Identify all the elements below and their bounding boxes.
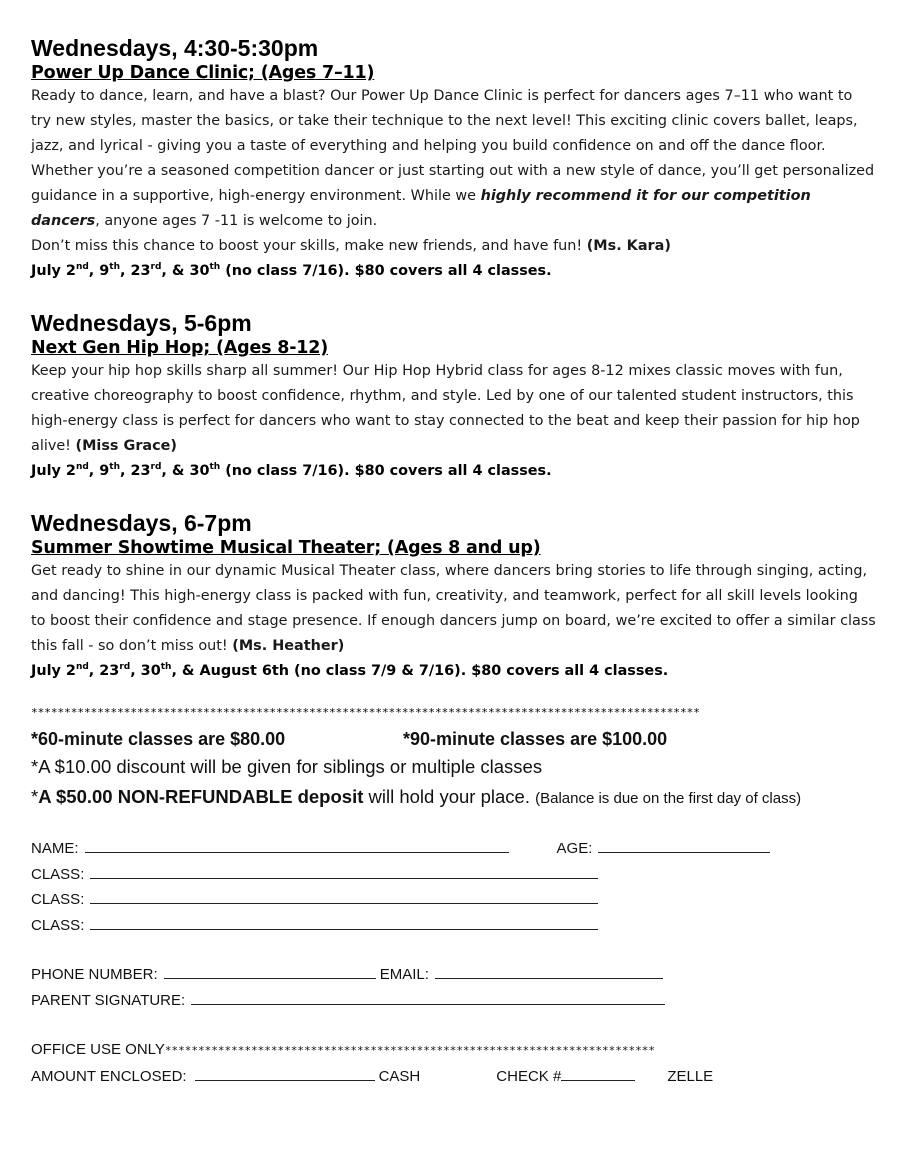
pricing-row	[31, 726, 876, 752]
class-dates	[31, 659, 876, 684]
description-text: Get ready to shine in our dynamic Musical Theater class, where dancers bring stories to life through singing, acting, and dancing! This high-energy class is packed with fun, creativity, and teamwork, perfect for all skill levels looking to boost their confidence and stage presence. If enough dancers jump on board, we’re excited to offer a similar class this fall - so don’t miss out!	[31, 563, 876, 654]
class-row	[31, 862, 876, 888]
date-price-text: (no class 7/16). $80 covers all 4 classes.	[220, 463, 552, 479]
date-text: , 23	[88, 663, 120, 679]
class-field[interactable]	[90, 916, 598, 930]
class-schedule-heading: Wednesdays, 4:30-5:30pm	[31, 35, 319, 61]
date-price-text: , & August 6th (no class 7/9 & 7/16). $80 covers all 4 classes.	[171, 663, 669, 679]
closing-text: Don’t miss this chance to boost your skills, make new friends, and have fun!	[31, 238, 587, 254]
deposit-star: *	[31, 786, 39, 807]
office-use-label: OFFICE USE ONLY	[31, 1041, 165, 1058]
class-section-hip-hop	[31, 309, 876, 484]
date-text: , & 30	[161, 463, 210, 479]
class-dates	[31, 259, 876, 284]
date-suffix: rd	[150, 462, 162, 473]
class-section-musical-theater	[31, 509, 876, 684]
date-text: July 2	[31, 463, 76, 479]
name-field[interactable]	[85, 839, 509, 853]
email-field[interactable]	[435, 965, 663, 979]
registration-flyer	[31, 34, 876, 1089]
class-label: CLASS:	[31, 865, 85, 883]
class-description	[31, 84, 876, 234]
date-suffix: th	[109, 262, 121, 273]
class-section-power-up	[31, 34, 876, 284]
class-schedule-heading: Wednesdays, 5-6pm	[31, 310, 252, 336]
phone-email-row	[31, 962, 876, 988]
date-suffix: th	[209, 262, 221, 273]
date-text: , 30	[130, 663, 161, 679]
class-title: Next Gen Hip Hop; (Ages 8-12)	[31, 338, 329, 358]
check-label: CHECK #	[496, 1067, 562, 1085]
payment-row	[31, 1064, 876, 1090]
date-text: , 9	[88, 463, 110, 479]
instructor-name: (Ms. Heather)	[232, 638, 345, 654]
ninety-minute-price: *90-minute classes are $100.00	[403, 729, 668, 749]
office-use-stars: **************************************************************************	[164, 1044, 655, 1057]
deposit-amount: A $50.00 NON-REFUNDABLE deposit	[38, 786, 364, 807]
registration-form	[31, 836, 876, 1089]
deposit-text: will hold your place.	[363, 786, 536, 807]
date-suffix: th	[160, 662, 172, 673]
age-field[interactable]	[598, 839, 770, 853]
date-suffix: th	[109, 462, 121, 473]
discount-note: *A $10.00 discount will be given for siblings or multiple classes	[31, 756, 543, 777]
date-text: , 23	[120, 263, 151, 279]
date-suffix: nd	[75, 262, 89, 273]
email-label: EMAIL:	[379, 966, 429, 983]
date-text: July 2	[31, 663, 76, 679]
description-emphasis: highly recommend it for our competition dancers	[31, 188, 811, 229]
parent-signature-field[interactable]	[191, 991, 665, 1005]
class-closing-line	[31, 234, 876, 259]
class-field[interactable]	[90, 890, 598, 904]
date-suffix: nd	[75, 662, 89, 673]
deposit-note	[31, 782, 876, 814]
signature-row	[31, 988, 876, 1014]
class-label: CLASS:	[31, 916, 85, 934]
class-title: Power Up Dance Clinic; (Ages 7–11)	[31, 63, 375, 83]
class-row	[31, 887, 876, 913]
instructor-name: (Miss Grace)	[75, 438, 177, 454]
date-suffix: rd	[150, 262, 162, 273]
form-spacer	[31, 938, 876, 962]
date-suffix: nd	[75, 462, 89, 473]
description-text: Keep your hip hop skills sharp all summer! Our Hip Hop Hybrid class for ages 8-12 mixes classic moves with fun, creative choreography to boost confidence, rhythm, and style. Led by one of our talented student instructors, this high-energy class is perfect for dancers who want to stay connected to the beat and keep their passion for hip hop alive!	[31, 363, 860, 454]
date-text: , & 30	[161, 263, 210, 279]
phone-field[interactable]	[164, 965, 376, 979]
sixty-minute-price: *60-minute classes are $80.00	[31, 729, 286, 749]
class-label: CLASS:	[31, 891, 85, 908]
class-description	[31, 559, 876, 659]
asterisk-divider: *****************************************************************************************************	[31, 706, 700, 719]
zelle-option[interactable]: ZELLE	[667, 1067, 714, 1085]
form-spacer	[31, 1013, 876, 1037]
date-text: , 9	[88, 263, 110, 279]
class-row	[31, 913, 876, 939]
class-schedule-heading: Wednesdays, 6-7pm	[31, 510, 252, 536]
age-label: AGE:	[556, 840, 593, 857]
date-text: July 2	[31, 263, 76, 279]
date-suffix: th	[209, 462, 221, 473]
date-suffix: rd	[119, 662, 131, 673]
name-age-row	[31, 836, 876, 862]
date-price-text: (no class 7/16). $80 covers all 4 classes.	[220, 263, 552, 279]
class-field[interactable]	[90, 865, 598, 879]
phone-label: PHONE NUMBER:	[31, 966, 158, 983]
check-number-field[interactable]	[561, 1067, 635, 1081]
class-description	[31, 359, 876, 459]
cash-option[interactable]: CASH	[378, 1067, 421, 1085]
class-dates	[31, 459, 876, 484]
description-text: Ready to dance, learn, and have a blast? Our Power Up Dance Clinic is perfect for dancers ages 7–11 who want to try new styles, master the basics, or take their technique to the next level! This exciting clinic covers ballet, leaps, jazz, and lyrical - giving you a taste of everything and helping you build confidence on and off the dance floor. Whether you’re a seasoned competition dancer or just starting out with a new style of dance, you’ll get personalized guidance in a supportive, high-energy environment. While we	[31, 88, 875, 204]
amount-enclosed-field[interactable]	[195, 1067, 375, 1081]
description-text-continued: , anyone ages 7 -11 is welcome to join.	[95, 213, 378, 229]
instructor-name: (Ms. Kara)	[586, 238, 671, 254]
balance-note: (Balance is due on the first day of class)	[535, 790, 802, 807]
class-title: Summer Showtime Musical Theater; (Ages 8 and up)	[31, 538, 541, 558]
amount-enclosed-label: AMOUNT ENCLOSED:	[31, 1067, 187, 1085]
name-label: NAME:	[31, 840, 79, 857]
office-use-row	[31, 1037, 876, 1064]
parent-signature-label: PARENT SIGNATURE:	[31, 991, 186, 1009]
date-text: , 23	[120, 463, 151, 479]
